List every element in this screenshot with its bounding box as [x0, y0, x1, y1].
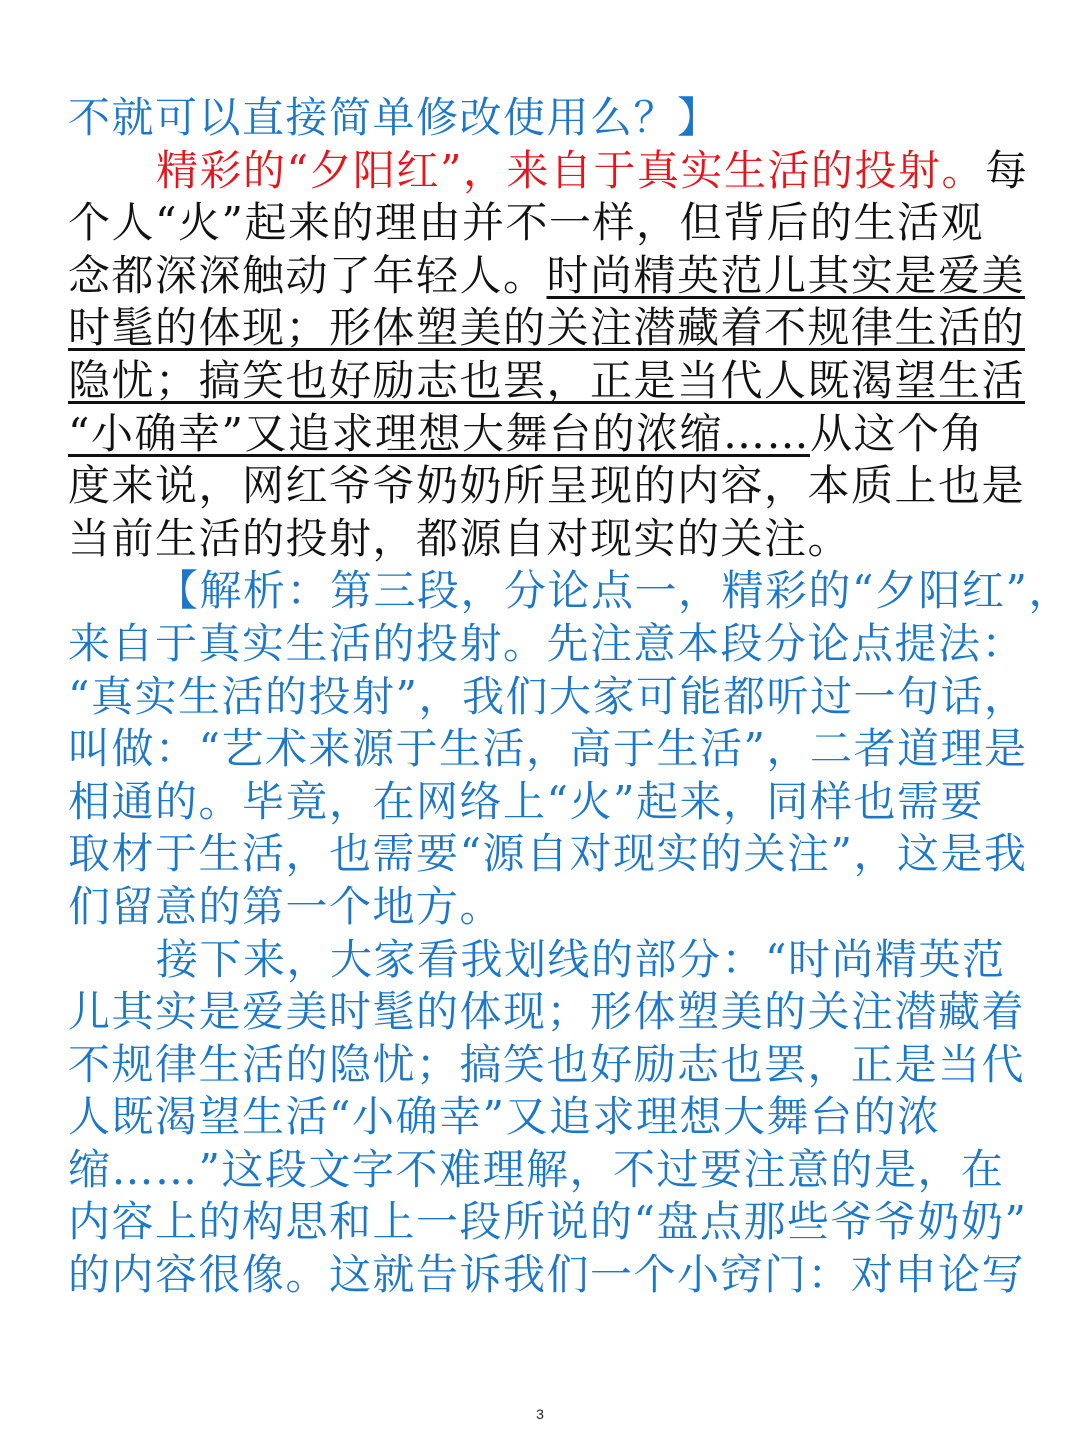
analysis-1-line-2-text: 来自于真实生活的投射。先注意本段分论点提法：: [68, 618, 1026, 668]
underlined-passage-part-1: 时尚精英范儿其实是爱美: [546, 250, 1026, 300]
main-line-3-start: 念都深深触动了年轻人。: [68, 250, 547, 300]
analysis-1-line-3: [68, 671, 1028, 724]
analysis-2-line-4-text: 人既渴望生活“小确幸”又追求理想大舞台的浓: [68, 1092, 941, 1142]
analysis-1-line-6: [68, 828, 1028, 881]
main-line-1-tail: 每: [984, 145, 1029, 195]
main-paragraph-line-8: [68, 513, 1018, 566]
analysis-2-line-2-text: 儿其实是爱美时髦的体现；形体塑美的关注潜藏着: [68, 987, 1026, 1037]
analysis-2-line-6-text: 内容上的构思和上一段所说的“盘点那些爷爷奶奶”: [68, 1197, 1028, 1247]
analysis-2-line-7: [68, 1249, 1026, 1302]
main-paragraph-line-3: [68, 250, 1026, 303]
intro-line-text: 不就可以直接简单修改使用么？】: [68, 93, 721, 142]
underlined-passage-part-2: 时髦的体现；形体塑美的关注潜藏着不规律生活的: [68, 303, 1026, 353]
analysis-2-line-6: [68, 1196, 1028, 1249]
main-paragraph-line-4: [68, 302, 1026, 355]
main-paragraph-line-6: [68, 408, 1018, 461]
analysis-2-line-1-text: 接下来，大家看我划线的部分：“时尚精英范: [156, 934, 1006, 984]
analysis-2-line-3-text: 不规律生活的隐忧；搞笑也好励志也罢，正是当代: [68, 1039, 1026, 1089]
analysis-1-line-1: [68, 565, 1072, 618]
analysis-2-line-2: [68, 986, 1026, 1039]
analysis-1-line-4: [68, 723, 1028, 776]
page-number: 3: [536, 1406, 544, 1422]
intro-closing-line: [68, 92, 1018, 145]
underlined-passage-part-3: 隐忧；搞笑也好励志也罢，正是当代人既渴望生活: [68, 355, 1026, 405]
analysis-1-line-7-text: 们留意的第一个地方。: [68, 881, 504, 931]
analysis-2-line-4: [68, 1091, 1018, 1144]
analysis-1-line-5: [68, 776, 1018, 829]
document-page: [68, 92, 1072, 1302]
subpoint-heading: 精彩的“夕阳红”，来自于真实生活的投射。: [156, 145, 985, 195]
analysis-1-line-2: [68, 618, 1026, 671]
main-paragraph-line-5: [68, 355, 1026, 408]
analysis-2-line-7-text: 的内容很像。这就告诉我们一个小窍门：对申论写: [68, 1250, 1026, 1300]
analysis-2-line-5-text: 缩……”这段文字不难理解，不过要注意的是，在: [68, 1144, 1005, 1194]
analysis-1-line-6-text: 取材于生活，也需要“源自对现实的关注”，这是我: [68, 829, 1028, 879]
main-line-6-tail: 从这个角: [809, 408, 984, 458]
analysis-1-line-3-text: “真实生活的投射”，我们大家可能都听过一句话，: [68, 671, 1028, 721]
analysis-2-line-3: [68, 1039, 1026, 1092]
main-line-2-text: 个人“火”起来的理由并不一样，但背后的生活观: [68, 198, 984, 248]
analysis-2-line-5: [68, 1144, 1018, 1197]
main-line-7-text: 度来说，网红爷爷奶奶所呈现的内容，本质上也是: [68, 461, 1026, 511]
main-paragraph-line-1: [68, 145, 1029, 198]
main-line-8-text: 当前生活的投射，都源自对现实的关注。: [68, 513, 852, 563]
main-paragraph-line-7: [68, 460, 1026, 513]
analysis-1-line-7: [68, 881, 1018, 934]
underlined-passage-part-4: “小确幸”又追求理想大舞台的浓缩……: [68, 408, 810, 458]
analysis-1-line-1-text: 【解析：第三段，分论点一，精彩的“夕阳红”，: [156, 566, 1072, 616]
analysis-1-line-5-text: 相通的。毕竟，在网络上“火”起来，同样也需要: [68, 776, 984, 826]
main-paragraph-line-2: [68, 197, 1018, 250]
analysis-2-line-1: [68, 934, 1018, 987]
analysis-1-line-4-text: 叫做：“艺术来源于生活，高于生活”，二者道理是: [68, 724, 1028, 774]
